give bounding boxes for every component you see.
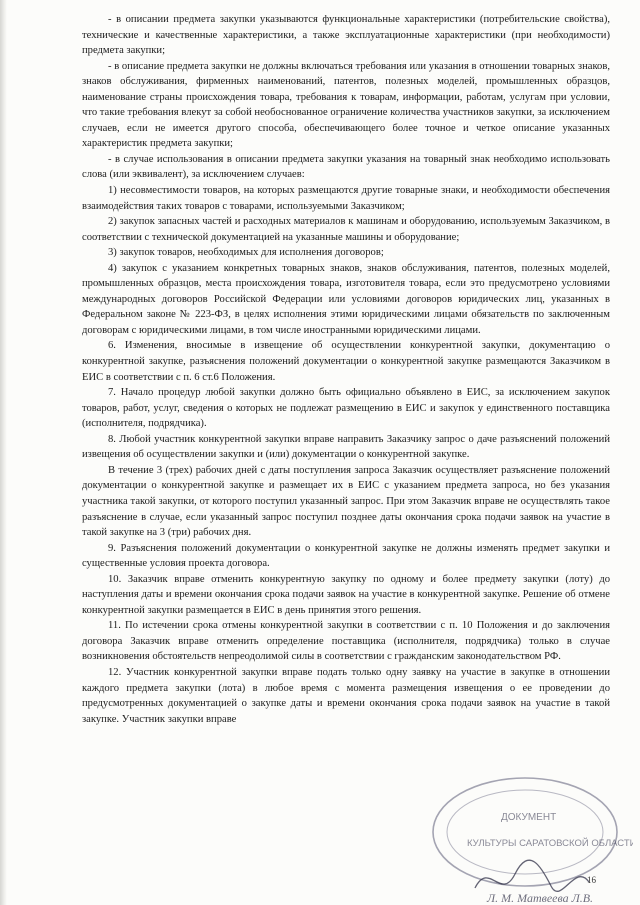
- paragraph-exception-2: 2) закупок запасных частей и расходных материалов к машинам и оборудованию, используемым Заказчиком, в соответствии с технической документацией на указанные машины и оборудование;: [82, 216, 610, 243]
- paragraph-exception-4: 4) закупок с указанием конкретных товарных знаков, знаков обслуживания, патентов, полезных моделей, промышленных образцов, места происхождения товара, изготовителя товара, если это предусмотрено условиями международных договоров Российской Федерации или условиями договоров юридических лиц, указанных в Федеральном законе № 223-ФЗ, в целях исполнения этими юридическими лицами обязательств по заключенным договорам с юридическими лицами, в том числе иностранными юридическими лицами.: [82, 262, 610, 336]
- paragraph-subject-description: - в описании предмета закупки указываются функциональные характеристики (потребительские свойства), технические и качественные характеристики, а также эксплуатационные характеристики (при необходимости) предмета закупки;: [82, 14, 610, 57]
- page-number: 16: [587, 875, 596, 886]
- signature-stroke: [475, 860, 589, 891]
- scan-edge: [0, 0, 7, 905]
- paragraph-clause-11: 11. По истечении срока отмены конкурентной закупки в соответствии с п. 10 Положения и до заключения договора Заказчик вправе отменить определение поставщика (исполнителя, подрядчика) только в случае возникновения обстоятельств непреодолимой силы в соответствии с гражданским законодательством РФ.: [82, 620, 610, 663]
- paragraph-clause-10: 10. Заказчик вправе отменить конкурентную закупку по одному и более предмету закупки (лоту) до наступления даты и времени окончания срока подачи заявок на участие в конкурентной закупке. Решение об отмене конкурентной закупки размещается в ЕИС в день принятия этого решения.: [82, 573, 610, 616]
- paragraph-clause-9: 9. Разъяснения положений документации о конкурентной закупке не должны изменять предмет закупки и существенные условия проекта договора.: [82, 542, 610, 570]
- document-body: [82, 12, 610, 727]
- signature-text: Л. М. Матвеева Л.В.: [487, 891, 594, 905]
- paragraph-clause-12: 12. Участник конкурентной закупки вправе подать только одну заявку на участие в закупке в отношении каждого предмета закупки (лота) в любое время с момента размещения извещения о ее проведении до предусмотренных документацией о закупке даты и времени окончания срока подачи заявок на участие в такой закупке. Участник закупки вправе: [82, 666, 610, 725]
- paragraph-exception-3: 3) закупок товаров, необходимых для исполнения договоров;: [108, 247, 384, 259]
- stamp-text-line2: КУЛЬТУРЫ САРАТОВСКОЙ ОБЛАСТИ: [467, 838, 633, 849]
- paragraph-clarification-term: В течение 3 (трех) рабочих дней с даты поступления запроса Заказчик осуществляет разъяснение положений документации о конкурентной закупке и размещает их в ЕИС с указанием предмета запроса, но без указания участника такой закупки, от которого поступил указанный запрос. При этом Заказчик вправе не осуществлять такое разъяснение в случае, если указанный запрос поступил позднее даты окончания срока подачи заявок на участие в такой закупке на 3 (три) рабочих дня.: [82, 464, 610, 539]
- paragraph-trademark-equivalent: - в случае использования в описании предмета закупки указания на товарный знак необходимо использовать слова (или эквивалент), за исключением случаев:: [82, 153, 610, 181]
- official-stamp: [405, 770, 633, 905]
- stamp-text-line1: ДОКУМЕНТ: [501, 812, 557, 823]
- paragraph-clause-7: 7. Начало процедур любой закупки должно быть официально объявлено в ЕИС, за исключением закупок товаров, работ, услуг, сведения о которых не подлежат размещению в ЕИС и закупок у единственного поставщика (исполнителя, подрядчика).: [82, 387, 610, 430]
- paragraph-clause-6: 6. Изменения, вносимые в извещение об осуществлении конкурентной закупки, документацию о конкурентной закупке, разъяснения положений документации о конкурентной закупке размещаются Заказчиком в ЕИС в соответствии с п. 6 ст.6 Положения.: [82, 340, 610, 383]
- paragraph-clause-8: 8. Любой участник конкурентной закупки вправе направить Заказчику запрос о даче разъяснений положений извещения об осуществлении закупки и (или) документации о конкурентной закупке.: [82, 433, 610, 461]
- paragraph-trademark-restrictions: - в описание предмета закупки не должны включаться требования или указания в отношении товарных знаков, знаков обслуживания, фирменных наименований, патентов, полезных моделей, промышленных образцов, наименование страны происхождения товара, требования к товарам, информации, работам, услугам при условии, что такие требования влекут за собой необоснованное ограничение количества участников закупки, за исключением случаев, если не имеется другого способа, обеспечивающего более точное и четкое описание указанных характеристик предмета закупки;: [82, 60, 610, 150]
- paragraph-exception-1: 1) несовместимости товаров, на которых размещаются другие товарные знаки, и необходимости обеспечения взаимодействия таких товаров с товарами, используемыми Заказчиком;: [82, 185, 610, 212]
